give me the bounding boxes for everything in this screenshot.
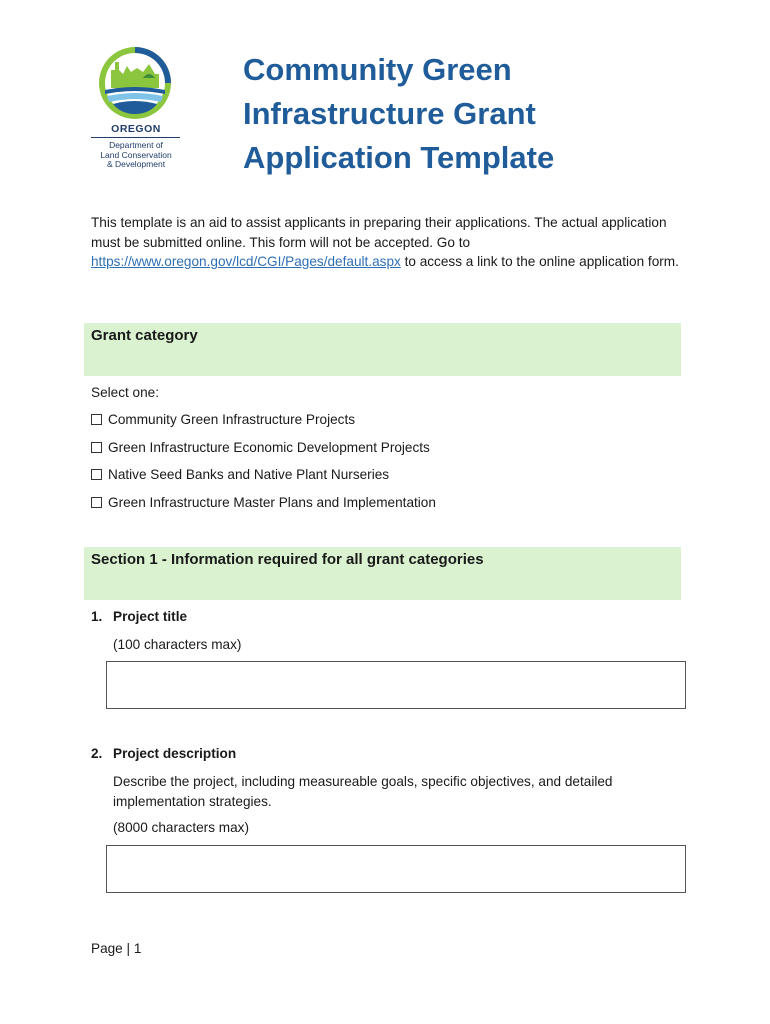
application-link[interactable]: https://www.oregon.gov/lcd/CGI/Pages/default.aspx <box>91 254 401 269</box>
section-1-heading: Section 1 - Information required for all grant categories <box>91 551 484 568</box>
category-option-label: Green Infrastructure Economic Development Projects <box>108 440 430 455</box>
intro-text-after: to access a link to the online application form. <box>400 254 679 269</box>
dlcd-emblem-icon <box>91 44 179 122</box>
question-1-note: (100 characters max) <box>113 637 242 652</box>
title-line: Community Green <box>243 52 512 87</box>
question-1-title <box>91 609 187 624</box>
logo-dept-line: & Development <box>106 159 166 169</box>
logo-dept-line: Land Conservation <box>100 149 172 160</box>
category-option[interactable] <box>91 495 436 510</box>
grant-category-heading: Grant category <box>91 327 198 344</box>
checkbox-icon[interactable] <box>91 442 102 453</box>
question-title-text: Project description <box>113 746 237 761</box>
checkbox-icon[interactable] <box>91 497 102 508</box>
title-line: Infrastructure Grant <box>243 96 536 131</box>
checkbox-icon[interactable] <box>91 469 102 480</box>
intro-text-before: This template is an aid to assist applicants in preparing their applications. The actual application must be submitted online. This form will not be accepted. Go to <box>91 215 667 250</box>
title-line: Application Template <box>243 140 555 175</box>
category-option[interactable] <box>91 412 355 427</box>
logo-dept-line: Department of <box>109 140 163 150</box>
logo-department-name <box>88 141 184 170</box>
question-2-description: Describe the project, including measureable goals, specific objectives, and detailed implementation strategies. <box>113 774 613 809</box>
section-1-band <box>84 547 681 600</box>
question-number: 1. <box>91 609 103 624</box>
category-option-label: Community Green Infrastructure Projects <box>108 412 356 427</box>
project-title-field[interactable] <box>106 661 686 709</box>
category-option[interactable] <box>91 467 389 482</box>
logo-divider <box>91 137 180 138</box>
category-option[interactable] <box>91 440 430 455</box>
document-title <box>243 48 683 180</box>
question-title-text: Project title <box>113 609 188 624</box>
question-number: 2. <box>91 746 103 761</box>
dlcd-logo <box>88 44 184 176</box>
select-one-label: Select one: <box>91 385 160 400</box>
question-2-title <box>91 746 236 761</box>
checkbox-icon[interactable] <box>91 414 102 425</box>
category-option-label: Native Seed Banks and Native Plant Nurseries <box>108 467 390 482</box>
intro-paragraph <box>91 213 681 272</box>
project-description-field[interactable] <box>106 845 686 893</box>
category-option-label: Green Infrastructure Master Plans and Implementation <box>108 495 436 510</box>
page-number: Page | 1 <box>91 941 142 956</box>
question-2-note: (8000 characters max) <box>113 820 249 835</box>
grant-category-band <box>84 323 681 376</box>
logo-oregon-wordmark: OREGON <box>111 123 161 135</box>
